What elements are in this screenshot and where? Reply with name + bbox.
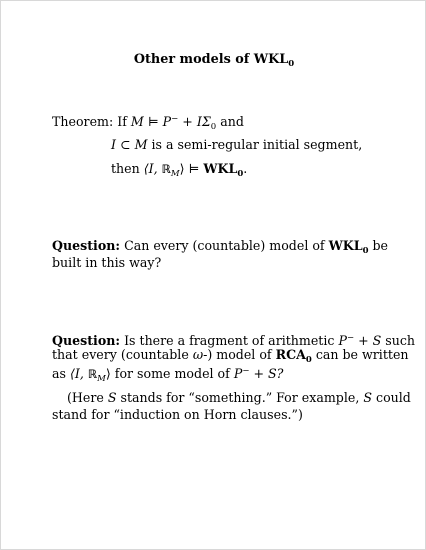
question1-system: WKL (328, 238, 363, 253)
question2-line-2-c: can be written (315, 347, 409, 362)
theorem-M: M (134, 137, 148, 152)
question2-plus-S: + S (358, 333, 382, 348)
theorem-models-symbol: ⊨ (147, 114, 159, 129)
theorem-line-3 (111, 160, 247, 183)
question1-text-b: be (372, 238, 389, 253)
question2-text-a: Is there a fragment of arithmetic (124, 333, 335, 348)
question2-system: RCA (275, 347, 306, 362)
question1-text-a: Can every (countable) model of (124, 238, 325, 253)
question2-reals-sub: M (97, 374, 106, 384)
note-S-1: S (107, 390, 117, 405)
note-line-1 (67, 389, 411, 406)
question2-pair-close: ⟩ (105, 366, 111, 381)
question2-line-2-b: -) model of (203, 347, 272, 362)
theorem-P-sup: − (171, 114, 179, 124)
note-line-2-text: stand for “induction on Horn clauses.”) (52, 407, 303, 422)
note-S-2: S (363, 390, 372, 405)
theorem-induction-sub: 0 (210, 122, 217, 132)
question1-system-sub: 0 (362, 246, 369, 256)
theorem-then: then (111, 161, 140, 176)
question2-as: as (52, 366, 66, 381)
theorem-reals-sub: M (170, 169, 180, 179)
theorem-line-2 (111, 136, 362, 153)
theorem-P: P (162, 114, 172, 129)
question2-P-sup: − (346, 333, 355, 343)
theorem-system-sub: 0 (237, 169, 244, 179)
note-line-1-a: (Here (67, 390, 104, 405)
question2-line-3-plus-S: + S? (253, 366, 284, 381)
question2-line-3-P-sup: − (242, 366, 250, 376)
theorem-line-2-text: is a semi-regular initial segment, (151, 137, 363, 152)
question2-line-3-text: for some model of (114, 366, 230, 381)
note-line-1-b: stands for “something.” For example, (120, 390, 360, 405)
note-line-1-c: could (376, 390, 411, 405)
question2-label: Question: (52, 333, 121, 348)
question2-system-sub: 0 (305, 355, 312, 365)
question2-line-2-a: that every (countable (52, 347, 189, 362)
question2-reals-symbol: ℝ (87, 367, 98, 381)
theorem-reals-symbol: ℝ (161, 162, 171, 176)
theorem-if: If (117, 114, 127, 129)
question1-label: Question: (52, 238, 121, 253)
question2-text-b: such (385, 333, 416, 348)
theorem-period: . (243, 161, 248, 176)
theorem-label: Theorem: (52, 114, 114, 129)
theorem-system: WKL (203, 161, 238, 176)
theorem-line-1 (52, 111, 244, 136)
question1-line-2 (52, 254, 161, 271)
question2-line-3-P: P (233, 366, 243, 381)
title-system: WKL (253, 52, 289, 67)
theorem-induction: IΣ (196, 114, 211, 129)
question1-line-2-text: built in this way? (52, 255, 162, 270)
theorem-and: and (220, 114, 244, 129)
theorem-pair-open: ⟨I, (143, 161, 162, 176)
theorem-models-symbol-2: ⊨ (188, 161, 200, 176)
note-line-2 (52, 406, 303, 423)
title-system-subscript: 0 (288, 59, 295, 69)
question2-omega: ω (192, 347, 204, 362)
theorem-subset-symbol: ⊂ (120, 137, 131, 152)
theorem-pair-close: ⟩ (179, 161, 185, 176)
question2-pair-open: ⟨I, (70, 366, 88, 381)
theorem-plus: + (182, 114, 193, 129)
theorem-I: I (111, 137, 116, 152)
slide-title (1, 51, 426, 73)
question2-line-3 (52, 363, 283, 388)
question2-P: P (338, 333, 347, 348)
title-text: Other models of (133, 52, 254, 67)
theorem-model-symbol: M (130, 114, 144, 129)
